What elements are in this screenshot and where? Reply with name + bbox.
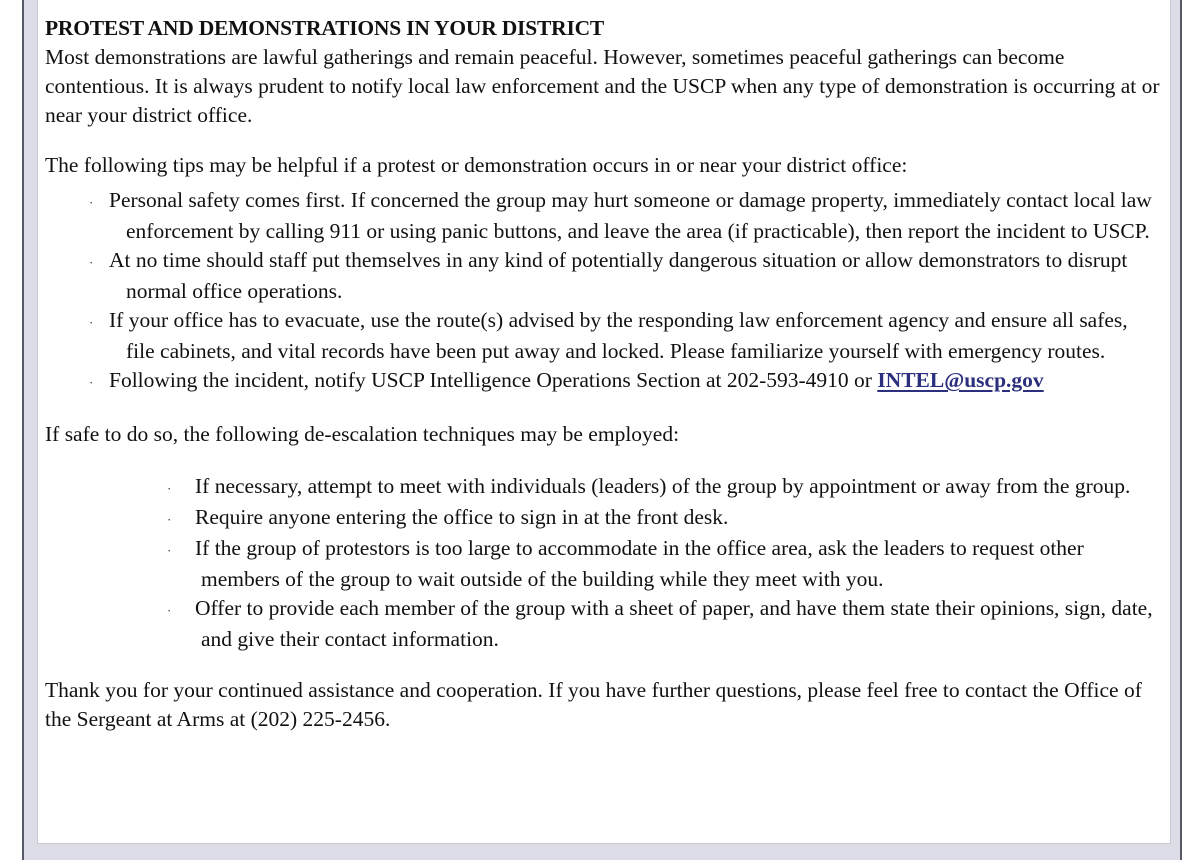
list-item: · Offer to provide each member of the group with a sheet of paper, and have them state their opinions, sign, date, and give their contact information. [167, 596, 1153, 651]
intro-paragraph: Most demonstrations are lawful gatherings and remain peaceful. However, sometimes peaceful gatherings can become contentious. It is always prudent to notify local law enforcement and the USCP when any type of demonstration is occurring at or near your district office. [45, 45, 1160, 127]
closing-paragraph: Thank you for your continued assistance and cooperation. If you have further questions, please feel free to contact the Office of the Sergeant at Arms at (202) 225-2456. [45, 678, 1142, 731]
list-item: · Require anyone entering the office to sign in at the front desk. [167, 505, 729, 529]
list-item: · Personal safety comes first. If concerned the group may hurt someone or damage property, immediately contact local law enforcement by calling 911 or using panic buttons, and leave the area (if practicable), then report the incident to USCP. [89, 188, 1152, 243]
intel-email-link[interactable]: INTEL@uscp.gov [877, 368, 1044, 392]
list-item: · If your office has to evacuate, use the route(s) advised by the responding law enforcement agency and ensure all safes, file cabinets, and vital records have been put away and locked. Please familiarize yourself with emergency routes. [89, 308, 1128, 363]
tips-list [45, 186, 1160, 397]
tip-contact-text: Following the incident, notify USCP Intelligence Operations Section at 202-593-4910 or [109, 368, 878, 392]
list-item: · If the group of protestors is too large to accommodate in the office area, ask the leaders to request other members of the group to wait outside of the building while they meet with you. [167, 536, 1084, 591]
list-item: · If necessary, attempt to meet with individuals (leaders) of the group by appointment or away from the group. [167, 474, 1131, 498]
document-content [45, 14, 1160, 734]
list-item: · At no time should staff put themselves in any kind of potentially dangerous situation or allow demonstrators to disrupt normal office operations. [89, 248, 1128, 303]
tips-intro: The following tips may be helpful if a protest or demonstration occurs in or near your district office: [45, 153, 908, 177]
deescalation-list [45, 472, 1160, 654]
section-heading: PROTEST AND DEMONSTRATIONS IN YOUR DISTRICT [45, 16, 605, 40]
deescalation-intro: If safe to do so, the following de-escalation techniques may be employed: [45, 422, 680, 446]
list-item: · Following the incident, notify USCP Intelligence Operations Section at 202-593-4910 or INTEL@uscp.gov [89, 368, 1044, 392]
